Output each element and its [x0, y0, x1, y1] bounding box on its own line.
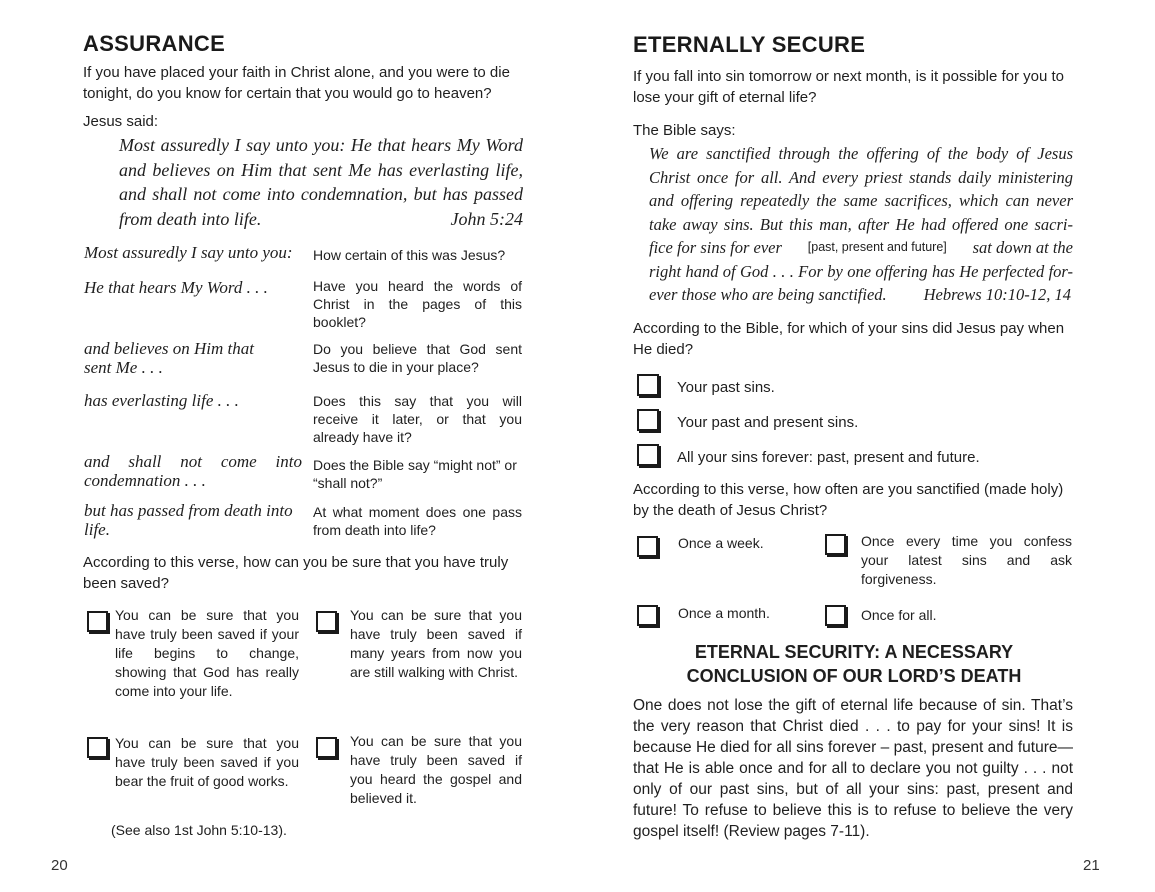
option-label: Once every time you confess your latest sins and ask forgiveness.	[861, 533, 1072, 587]
phrase-4: has everlasting life . . .	[84, 391, 239, 410]
question-1: According to the Bible, for which of your sins did Jesus pay when He died?	[633, 320, 1065, 358]
quote-line: Christ once for all. And every priest stands daily ministering	[649, 167, 1073, 187]
subheading-line: CONCLUSION OF OUR LORD’S DEATH	[686, 666, 1022, 686]
quote-reference: Hebrews 10:10-12, 14	[923, 285, 1071, 304]
option-label: Your past sins.	[677, 379, 775, 396]
checkbox[interactable]	[637, 605, 658, 626]
section-subheading	[633, 640, 1075, 688]
checkbox[interactable]	[316, 611, 337, 632]
phrase-1: Most assuredly I say unto you:	[84, 243, 293, 262]
option-label: You can be sure that you have truly been saved if many years from now you are still walking with Christ.	[350, 607, 522, 680]
question-4: Does this say that you will receive it later, or that you already have it?	[313, 393, 522, 445]
quote-line: from death into life.	[119, 208, 262, 229]
question-2: Have you heard the words of Christ in the pages of this booklet?	[313, 278, 522, 330]
bible-says-label: The Bible says:	[633, 122, 736, 139]
option-label: Your past and present sins.	[677, 414, 859, 431]
intro-paragraph: If you have placed your faith in Christ alone, and you were to die tonight, do you know for certain that you would go to heaven?	[83, 64, 510, 102]
checkbox[interactable]	[825, 534, 846, 555]
phrase-2: He that hears My Word . . .	[84, 278, 268, 297]
checkbox[interactable]	[637, 444, 659, 466]
page-number: 21	[1083, 857, 1100, 874]
jesus-said-label: Jesus said:	[83, 113, 159, 130]
page-title: ETERNALLY SECURE	[633, 32, 866, 57]
checkbox[interactable]	[637, 536, 658, 557]
see-also-note: (See also 1st John 5:10-13).	[111, 822, 287, 838]
question-1: How certain of this was Jesus?	[313, 247, 506, 263]
quote-line: and shall not come into condemnation, but has passed	[119, 184, 523, 204]
quote-line: We are sanctified through the offering of the body of Jesus	[649, 144, 1073, 163]
quote-line: right hand of God . . . For by one offering has He perfected for-	[649, 261, 1073, 281]
question-6: At what moment does one pass from death into life?	[313, 504, 522, 538]
quote-line: fice for sins for ever	[649, 238, 782, 257]
option-label: You can be sure that you have truly been saved if you heard the gospel and believed it.	[350, 733, 522, 806]
checkbox[interactable]	[637, 374, 659, 396]
option-label: Once for all.	[861, 607, 937, 623]
checkbox[interactable]	[87, 737, 108, 758]
checkbox[interactable]	[825, 605, 846, 626]
question-5: Does the Bible say “might not” or “shall not?”	[313, 457, 517, 491]
option-label: Once a week.	[678, 535, 764, 551]
quote-reference: John 5:24	[450, 208, 523, 229]
bracket-note: [past, present and future]	[807, 240, 947, 254]
quote-line: and offering repeatedly the same sacrifices, which can never	[649, 191, 1073, 210]
option-label: You can be sure that you have truly been saved if you bear the fruit of good works.	[115, 735, 299, 789]
checkbox[interactable]	[316, 737, 337, 758]
checkbox[interactable]	[87, 611, 108, 632]
page-number: 20	[51, 857, 68, 874]
page-title: ASSURANCE	[83, 31, 226, 56]
checkbox[interactable]	[637, 409, 659, 431]
phrase-3: and believes on Him that sent Me . . .	[84, 339, 254, 377]
quote-line: sat down at the	[972, 238, 1073, 257]
question-3: Do you believe that God sent Jesus to die in your place?	[313, 341, 522, 375]
phrase-6: but has passed from death into life.	[84, 501, 293, 539]
option-label: Once a month.	[678, 605, 770, 621]
quote-line: take away sins. But this man, after He had offered one sacri-	[649, 214, 1073, 234]
option-label: You can be sure that you have truly been saved if your life begins to change, showing that God has really come into your life.	[115, 607, 299, 699]
scripture-quote	[119, 133, 523, 231]
quote-line: Most assuredly I say unto you: He that hears My Word	[119, 135, 523, 155]
question-2: According to this verse, how often are you sanctified (made holy) by the death of Jesus Christ?	[633, 481, 1064, 519]
option-label: All your sins forever: past, present and future.	[677, 449, 980, 466]
scripture-quote	[649, 142, 1073, 307]
intro-paragraph: If you fall into sin tomorrow or next month, is it possible for you to lose your gift of eternal life?	[633, 68, 1065, 106]
conclusion-paragraph: One does not lose the gift of eternal life because of sin. That’s the very reason that Christ died . . . to pay for your sins! It is because He died for all sins forever – past, present and future—that He is able once and for all to declare you not guilty . . . not only of our past sins, but of all your sins: past, present and future! To refuse to believe this is to refuse to believe the very gospel itself! (Review pages 7-11).	[633, 697, 1073, 840]
phrase-5: and shall not come into condemnation . . .	[84, 452, 302, 490]
assurance-question: According to this verse, how can you be sure that you have truly been saved?	[83, 554, 509, 592]
subheading-line: ETERNAL SECURITY: A NECESSARY	[694, 642, 1014, 662]
quote-line: ever those who are being sanctified.	[649, 285, 887, 304]
quote-line: and believes on Him that sent Me has everlasting life,	[119, 159, 523, 180]
